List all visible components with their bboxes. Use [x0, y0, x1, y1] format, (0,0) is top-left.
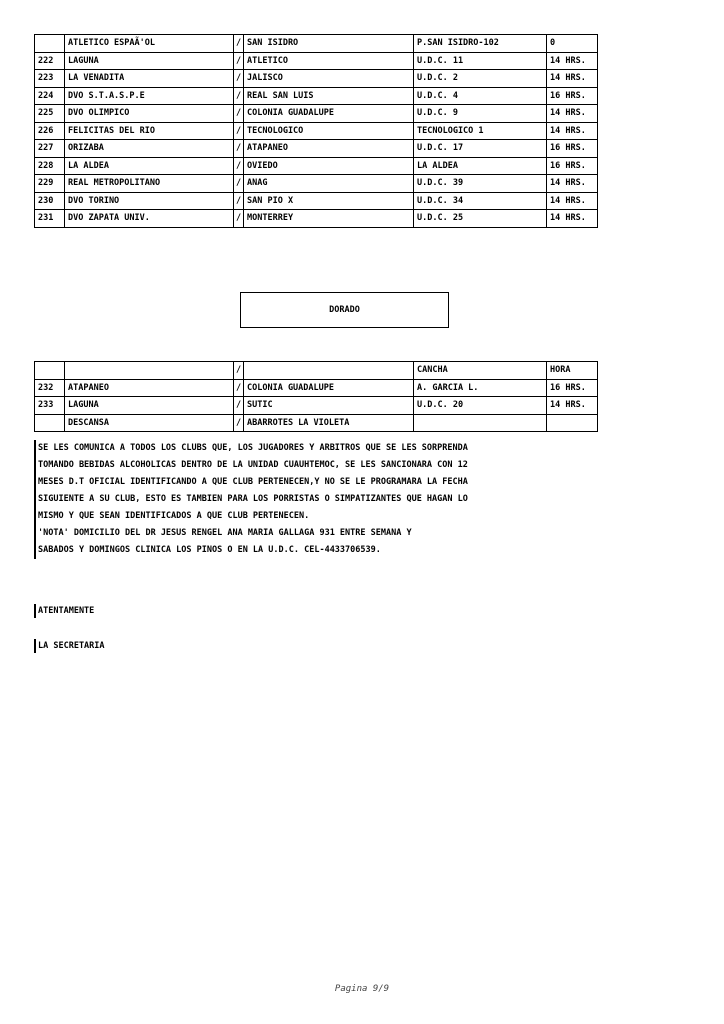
cell-home-team: LA ALDEA — [65, 157, 234, 175]
schedule-table-dorado — [34, 361, 598, 432]
cell-away-team: SAN ISIDRO — [244, 35, 414, 53]
cell-field: U.D.C. 20 — [414, 397, 547, 415]
cell-number: 232 — [35, 379, 65, 397]
cell-number: 231 — [35, 210, 65, 228]
cell-time: 14 HRS. — [547, 210, 598, 228]
cell-away-team: MONTERREY — [244, 210, 414, 228]
cell-away-team: SAN PIO X — [244, 192, 414, 210]
notice-line: MESES D.T OFICIAL IDENTIFICANDO A QUE CLUB PERTENECEN,Y NO SE LE PROGRAMARA LA FECHA — [38, 477, 468, 487]
cell-field: U.D.C. 9 — [414, 105, 547, 123]
cell-time — [547, 414, 598, 432]
notice-line: MISMO Y QUE SEAN IDENTIFICADOS A QUE CLUB PERTENECEN. — [38, 511, 310, 521]
cell-field: TECNOLOGICO 1 — [414, 122, 547, 140]
cell-field: U.D.C. 34 — [414, 192, 547, 210]
cell-time: 16 HRS. — [547, 87, 598, 105]
cell-away-team: ABARROTES LA VIOLETA — [244, 414, 414, 432]
cell-away-team: COLONIA GUADALUPE — [244, 105, 414, 123]
cell-separator: / — [234, 192, 244, 210]
table-row — [35, 87, 598, 105]
cell-time: 14 HRS. — [547, 192, 598, 210]
cell-time: HORA — [547, 362, 598, 380]
cell-away-team: ANAG — [244, 175, 414, 193]
cell-home-team: LA VENADITA — [65, 70, 234, 88]
cell-time: 14 HRS. — [547, 105, 598, 123]
cell-number: 224 — [35, 87, 65, 105]
cell-home-team: REAL METROPOLITANO — [65, 175, 234, 193]
closing-text: ATENTAMENTE — [34, 604, 94, 618]
cell-home-team: ATLETICO ESPAÃ'OL — [65, 35, 234, 53]
cell-number — [35, 414, 65, 432]
cell-number: 227 — [35, 140, 65, 158]
notice-block — [34, 440, 598, 559]
table-row — [35, 397, 598, 415]
cell-home-team: DVO OLIMPICO — [65, 105, 234, 123]
cell-time: 16 HRS. — [547, 140, 598, 158]
table-row — [35, 414, 598, 432]
cell-separator: / — [234, 52, 244, 70]
notice-line: SABADOS Y DOMINGOS CLINICA LOS PINOS O EN LA U.D.C. CEL-4433706539. — [38, 545, 381, 555]
cell-number: 229 — [35, 175, 65, 193]
cell-home-team: ORIZABA — [65, 140, 234, 158]
cell-away-team: COLONIA GUADALUPE — [244, 379, 414, 397]
cell-field: A. GARCIA L. — [414, 379, 547, 397]
table-row — [35, 210, 598, 228]
cell-time: 16 HRS. — [547, 379, 598, 397]
cell-number — [35, 35, 65, 53]
cell-away-team: SUTIC — [244, 397, 414, 415]
cell-separator: / — [234, 414, 244, 432]
cell-separator: / — [234, 175, 244, 193]
cell-time: 14 HRS. — [547, 52, 598, 70]
cell-away-team: JALISCO — [244, 70, 414, 88]
notice-line: SE LES COMUNICA A TODOS LOS CLUBS QUE, LOS JUGADORES Y ARBITROS QUE SE LES SORPRENDA — [38, 443, 468, 453]
cell-separator: / — [234, 362, 244, 380]
cell-number: 222 — [35, 52, 65, 70]
table-row — [35, 157, 598, 175]
cell-away-team — [244, 362, 414, 380]
cell-number: 223 — [35, 70, 65, 88]
cell-field: U.D.C. 17 — [414, 140, 547, 158]
cell-home-team — [65, 362, 234, 380]
notice-line: TOMANDO BEBIDAS ALCOHOLICAS DENTRO DE LA UNIDAD CUAUHTEMOC, SE LES SANCIONARA CON 12 — [38, 460, 468, 470]
signature-text: LA SECRETARIA — [34, 639, 105, 653]
cell-home-team: FELICITAS DEL RIO — [65, 122, 234, 140]
cell-away-team: ATAPANEO — [244, 140, 414, 158]
cell-field: CANCHA — [414, 362, 547, 380]
cell-field: U.D.C. 2 — [414, 70, 547, 88]
table-row — [35, 175, 598, 193]
cell-field: U.D.C. 11 — [414, 52, 547, 70]
cell-separator: / — [234, 122, 244, 140]
cell-field: P.SAN ISIDRO-102 — [414, 35, 547, 53]
table-row — [35, 105, 598, 123]
cell-home-team: LAGUNA — [65, 397, 234, 415]
cell-time: 14 HRS. — [547, 175, 598, 193]
cell-separator: / — [234, 140, 244, 158]
cell-number: 226 — [35, 122, 65, 140]
cell-field: LA ALDEA — [414, 157, 547, 175]
cell-separator: / — [234, 87, 244, 105]
cell-separator: / — [234, 397, 244, 415]
cell-time: 16 HRS. — [547, 157, 598, 175]
cell-separator: / — [234, 379, 244, 397]
table-row — [35, 192, 598, 210]
cell-separator: / — [234, 70, 244, 88]
section-title-dorado: DORADO — [240, 292, 449, 328]
table-row — [35, 35, 598, 53]
cell-number: 233 — [35, 397, 65, 415]
cell-separator: / — [234, 35, 244, 53]
cell-home-team: DVO S.T.A.S.P.E — [65, 87, 234, 105]
cell-home-team: ATAPANEO — [65, 379, 234, 397]
cell-field: U.D.C. 25 — [414, 210, 547, 228]
page-number: Pagina 9/9 — [334, 984, 390, 994]
cell-number: 230 — [35, 192, 65, 210]
cell-separator: / — [234, 210, 244, 228]
cell-time: 14 HRS. — [547, 397, 598, 415]
table-row — [35, 52, 598, 70]
cell-number: 228 — [35, 157, 65, 175]
notice-line: SIGUIENTE A SU CLUB, ESTO ES TAMBIEN PARA LOS PORRISTAS O SIMPATIZANTES QUE HAGAN LO — [38, 494, 468, 504]
cell-time: 14 HRS. — [547, 122, 598, 140]
cell-away-team: REAL SAN LUIS — [244, 87, 414, 105]
cell-field — [414, 414, 547, 432]
table-row — [35, 140, 598, 158]
cell-home-team: DVO TORINO — [65, 192, 234, 210]
cell-time: 0 — [547, 35, 598, 53]
table-row — [35, 122, 598, 140]
cell-away-team: ATLETICO — [244, 52, 414, 70]
cell-time: 14 HRS. — [547, 70, 598, 88]
schedule-table-main — [34, 34, 598, 228]
notice-line: 'NOTA' DOMICILIO DEL DR JESUS RENGEL ANA MARIA GALLAGA 931 ENTRE SEMANA Y — [38, 528, 412, 538]
cell-separator: / — [234, 105, 244, 123]
table-row — [35, 379, 598, 397]
cell-away-team: OVIEDO — [244, 157, 414, 175]
table-row — [35, 70, 598, 88]
cell-number: 225 — [35, 105, 65, 123]
cell-number — [35, 362, 65, 380]
cell-home-team: DVO ZAPATA UNIV. — [65, 210, 234, 228]
table-row — [35, 362, 598, 380]
cell-separator: / — [234, 157, 244, 175]
cell-away-team: TECNOLOGICO — [244, 122, 414, 140]
cell-home-team: DESCANSA — [65, 414, 234, 432]
cell-field: U.D.C. 39 — [414, 175, 547, 193]
cell-home-team: LAGUNA — [65, 52, 234, 70]
cell-field: U.D.C. 4 — [414, 87, 547, 105]
